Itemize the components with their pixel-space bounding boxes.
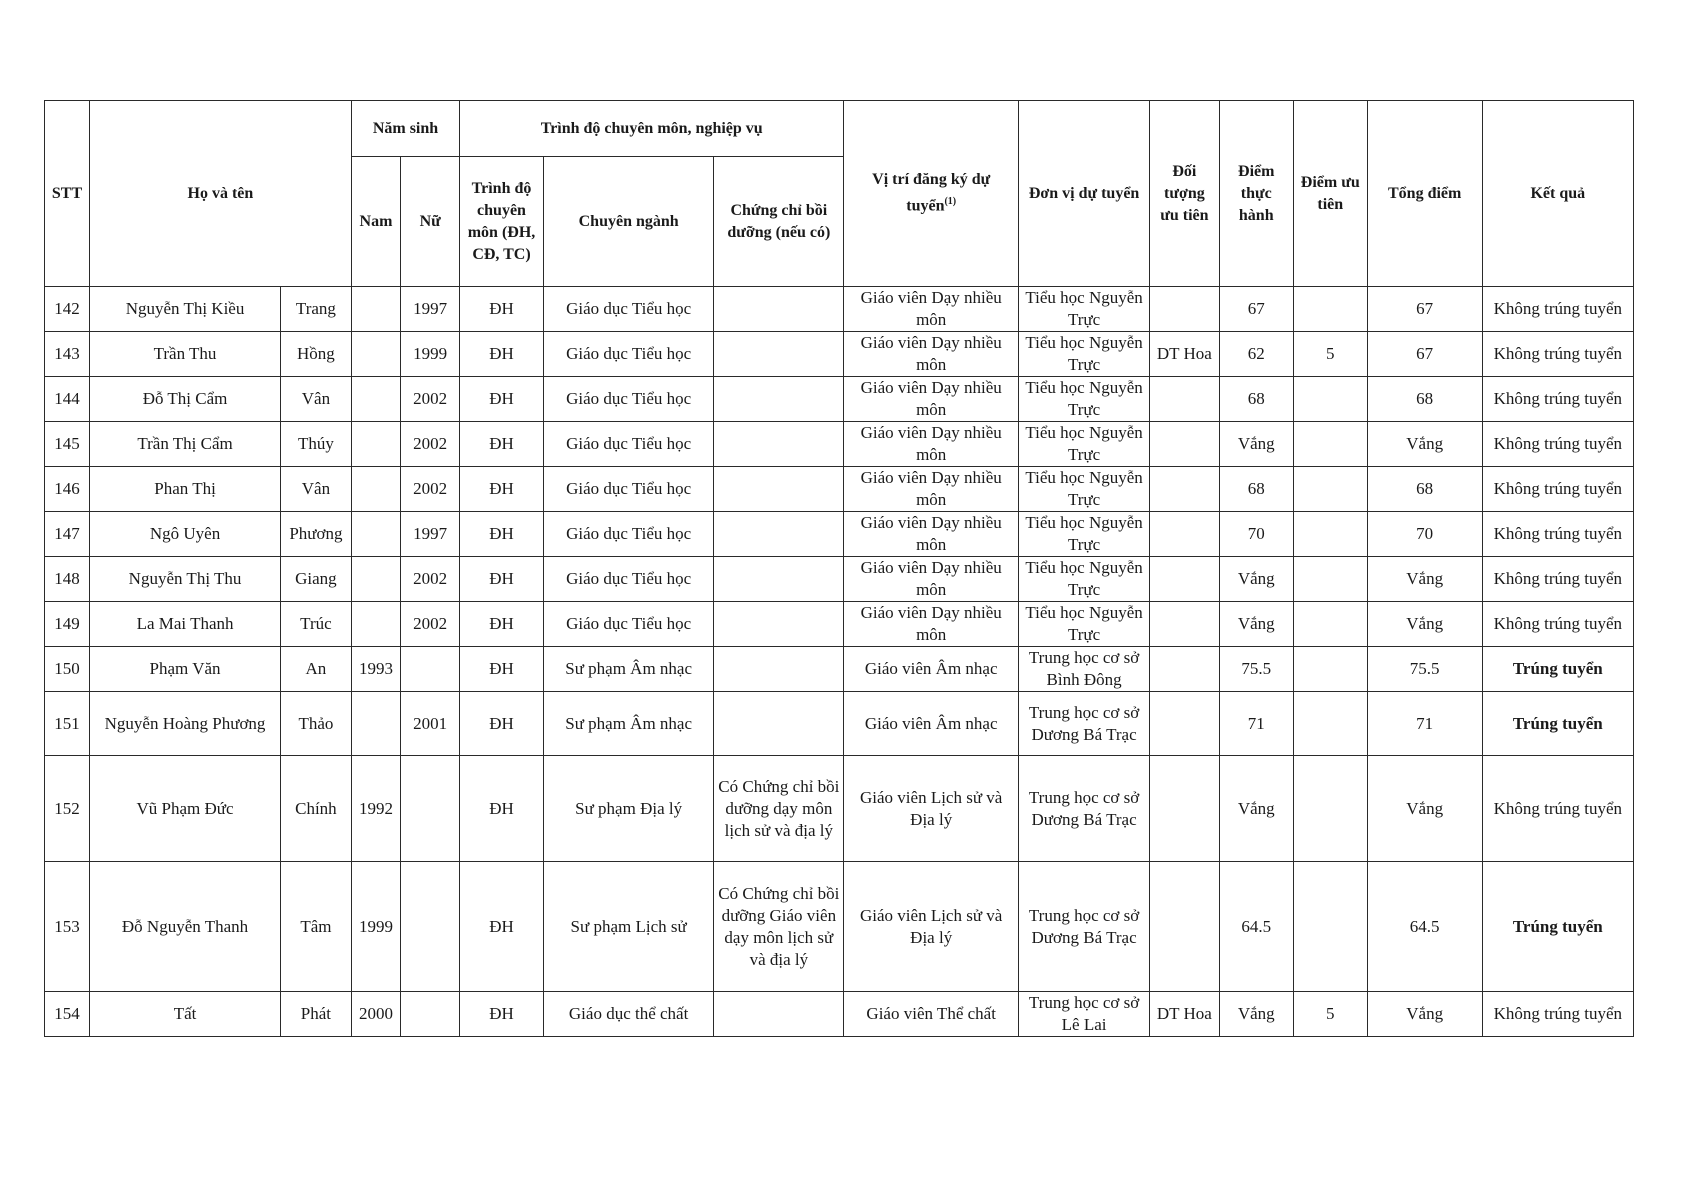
cell-vi-tri: Giáo viên Lịch sử và Địa lý	[844, 756, 1019, 862]
cell-ho: Đỗ Thị Cẩm	[90, 377, 281, 422]
table-row	[45, 467, 1634, 512]
cell-trinh-do: ĐH	[460, 602, 544, 647]
cell-nu: 2002	[401, 467, 460, 512]
cell-diem-thuc-hanh: 67	[1219, 287, 1293, 332]
cell-don-vi: Tiểu học Nguyễn Trực	[1019, 557, 1150, 602]
header-nu: Nữ	[401, 157, 460, 287]
cell-vi-tri: Giáo viên Dạy nhiều môn	[844, 422, 1019, 467]
table-row	[45, 422, 1634, 467]
cell-ten: Thúy	[281, 422, 352, 467]
cell-nu: 2002	[401, 557, 460, 602]
cell-vi-tri: Giáo viên Âm nhạc	[844, 647, 1019, 692]
cell-doi-tuong	[1150, 557, 1220, 602]
cell-don-vi: Tiểu học Nguyễn Trực	[1019, 512, 1150, 557]
cell-chuyen-nganh: Giáo dục Tiểu học	[543, 512, 714, 557]
cell-tong-diem: Vắng	[1367, 422, 1482, 467]
cell-diem-thuc-hanh: 68	[1219, 377, 1293, 422]
cell-ten: Trúc	[281, 602, 352, 647]
cell-vi-tri: Giáo viên Dạy nhiều môn	[844, 467, 1019, 512]
cell-ten: Chính	[281, 756, 352, 862]
cell-don-vi: Trung học cơ sở Dương Bá Trạc	[1019, 692, 1150, 756]
cell-doi-tuong: DT Hoa	[1150, 332, 1220, 377]
cell-stt: 153	[45, 862, 90, 992]
cell-nu	[401, 647, 460, 692]
cell-tong-diem: 64.5	[1367, 862, 1482, 992]
cell-vi-tri: Giáo viên Dạy nhiều môn	[844, 557, 1019, 602]
cell-chung-chi	[714, 602, 844, 647]
cell-diem-uu-tien	[1293, 756, 1367, 862]
cell-tong-diem: 67	[1367, 287, 1482, 332]
cell-nam	[351, 467, 400, 512]
cell-nam	[351, 602, 400, 647]
header-trinh-do: Trình độ chuyên môn (ĐH, CĐ, TC)	[460, 157, 544, 287]
cell-chung-chi	[714, 992, 844, 1037]
cell-nam: 1993	[351, 647, 400, 692]
cell-nu	[401, 756, 460, 862]
cell-nu: 2002	[401, 377, 460, 422]
cell-ho: Nguyễn Hoàng Phương	[90, 692, 281, 756]
cell-trinh-do: ĐH	[460, 422, 544, 467]
table-row	[45, 647, 1634, 692]
cell-nam	[351, 377, 400, 422]
cell-chuyen-nganh: Giáo dục thể chất	[543, 992, 714, 1037]
cell-tong-diem: 68	[1367, 467, 1482, 512]
header-tong-diem: Tổng điểm	[1367, 101, 1482, 287]
table-row	[45, 332, 1634, 377]
cell-don-vi: Trung học cơ sở Dương Bá Trạc	[1019, 862, 1150, 992]
table-header	[45, 101, 1634, 287]
cell-doi-tuong	[1150, 422, 1220, 467]
cell-ten: An	[281, 647, 352, 692]
cell-doi-tuong: DT Hoa	[1150, 992, 1220, 1037]
cell-ho: Trần Thu	[90, 332, 281, 377]
cell-nam	[351, 287, 400, 332]
cell-chung-chi	[714, 557, 844, 602]
cell-don-vi: Tiểu học Nguyễn Trực	[1019, 287, 1150, 332]
header-nam-sinh: Năm sinh	[351, 101, 459, 157]
cell-stt: 148	[45, 557, 90, 602]
cell-nu: 2001	[401, 692, 460, 756]
cell-ket-qua: Không trúng tuyển	[1482, 992, 1633, 1037]
cell-doi-tuong	[1150, 692, 1220, 756]
table-row	[45, 992, 1634, 1037]
table-row	[45, 512, 1634, 557]
cell-diem-uu-tien	[1293, 467, 1367, 512]
cell-chuyen-nganh: Giáo dục Tiểu học	[543, 332, 714, 377]
cell-diem-thuc-hanh: 62	[1219, 332, 1293, 377]
cell-diem-thuc-hanh: 68	[1219, 467, 1293, 512]
cell-stt: 154	[45, 992, 90, 1037]
cell-diem-thuc-hanh: Vắng	[1219, 756, 1293, 862]
cell-stt: 143	[45, 332, 90, 377]
cell-stt: 142	[45, 287, 90, 332]
header-chung-chi: Chứng chỉ bồi dưỡng (nếu có)	[714, 157, 844, 287]
cell-ten: Phát	[281, 992, 352, 1037]
cell-doi-tuong	[1150, 647, 1220, 692]
cell-trinh-do: ĐH	[460, 377, 544, 422]
cell-stt: 150	[45, 647, 90, 692]
table-row	[45, 377, 1634, 422]
cell-ho: Nguyễn Thị Thu	[90, 557, 281, 602]
cell-diem-uu-tien	[1293, 422, 1367, 467]
cell-chuyen-nganh: Sư phạm Âm nhạc	[543, 647, 714, 692]
cell-chuyen-nganh: Giáo dục Tiểu học	[543, 422, 714, 467]
header-don-vi: Đơn vị dự tuyển	[1019, 101, 1150, 287]
header-trinh-do-group: Trình độ chuyên môn, nghiệp vụ	[460, 101, 844, 157]
cell-ho: Phan Thị	[90, 467, 281, 512]
cell-vi-tri: Giáo viên Lịch sử và Địa lý	[844, 862, 1019, 992]
cell-ho: Ngô Uyên	[90, 512, 281, 557]
cell-doi-tuong	[1150, 287, 1220, 332]
cell-ten: Hồng	[281, 332, 352, 377]
cell-stt: 151	[45, 692, 90, 756]
cell-diem-uu-tien	[1293, 862, 1367, 992]
cell-diem-uu-tien: 5	[1293, 332, 1367, 377]
table-body	[45, 287, 1634, 1037]
cell-diem-thuc-hanh: Vắng	[1219, 602, 1293, 647]
cell-nu: 2002	[401, 602, 460, 647]
cell-diem-uu-tien	[1293, 692, 1367, 756]
cell-nam: 1992	[351, 756, 400, 862]
cell-nu	[401, 992, 460, 1037]
cell-nam: 1999	[351, 862, 400, 992]
cell-diem-thuc-hanh: Vắng	[1219, 422, 1293, 467]
cell-chuyen-nganh: Giáo dục Tiểu học	[543, 467, 714, 512]
cell-ket-qua: Trúng tuyển	[1482, 647, 1633, 692]
cell-stt: 147	[45, 512, 90, 557]
cell-trinh-do: ĐH	[460, 332, 544, 377]
cell-diem-uu-tien: 5	[1293, 992, 1367, 1037]
cell-doi-tuong	[1150, 377, 1220, 422]
cell-ket-qua: Không trúng tuyển	[1482, 512, 1633, 557]
cell-don-vi: Tiểu học Nguyễn Trực	[1019, 422, 1150, 467]
cell-vi-tri: Giáo viên Dạy nhiều môn	[844, 332, 1019, 377]
cell-nam	[351, 512, 400, 557]
table-row	[45, 557, 1634, 602]
cell-stt: 144	[45, 377, 90, 422]
cell-diem-thuc-hanh: Vắng	[1219, 557, 1293, 602]
cell-chung-chi	[714, 512, 844, 557]
cell-doi-tuong	[1150, 602, 1220, 647]
cell-ho: Nguyễn Thị Kiều	[90, 287, 281, 332]
cell-ho: Đỗ Nguyễn Thanh	[90, 862, 281, 992]
cell-chung-chi: Có Chứng chỉ bồi dưỡng dạy môn lịch sử và địa lý	[714, 756, 844, 862]
cell-chuyen-nganh: Sư phạm Lịch sử	[543, 862, 714, 992]
cell-ket-qua: Không trúng tuyển	[1482, 287, 1633, 332]
results-table-container	[44, 100, 1634, 1037]
cell-ket-qua: Không trúng tuyển	[1482, 756, 1633, 862]
header-diem-uu-tien: Điểm ưu tiên	[1293, 101, 1367, 287]
cell-ket-qua: Không trúng tuyển	[1482, 377, 1633, 422]
cell-ho: Tất	[90, 992, 281, 1037]
header-ho-va-ten: Họ và tên	[90, 101, 352, 287]
cell-trinh-do: ĐH	[460, 756, 544, 862]
cell-vi-tri: Giáo viên Dạy nhiều môn	[844, 377, 1019, 422]
cell-tong-diem: 68	[1367, 377, 1482, 422]
header-vi-tri: Vị trí đăng ký dự tuyển$^{(1)}$	[844, 101, 1019, 287]
cell-ten: Thảo	[281, 692, 352, 756]
cell-nu: 2002	[401, 422, 460, 467]
cell-diem-uu-tien	[1293, 377, 1367, 422]
cell-chuyen-nganh: Giáo dục Tiểu học	[543, 287, 714, 332]
cell-nu: 1997	[401, 287, 460, 332]
cell-nu: 1999	[401, 332, 460, 377]
header-doi-tuong: Đối tượng ưu tiên	[1150, 101, 1220, 287]
cell-stt: 149	[45, 602, 90, 647]
cell-stt: 146	[45, 467, 90, 512]
cell-chung-chi: Có Chứng chỉ bồi dưỡng Giáo viên dạy môn lịch sử và địa lý	[714, 862, 844, 992]
results-table	[44, 100, 1634, 1037]
cell-doi-tuong	[1150, 467, 1220, 512]
cell-ho: Phạm Văn	[90, 647, 281, 692]
cell-ho: La Mai Thanh	[90, 602, 281, 647]
cell-diem-thuc-hanh: 64.5	[1219, 862, 1293, 992]
cell-stt: 145	[45, 422, 90, 467]
cell-ho: Trần Thị Cẩm	[90, 422, 281, 467]
cell-chung-chi	[714, 287, 844, 332]
table-row	[45, 287, 1634, 332]
cell-nam	[351, 692, 400, 756]
cell-chung-chi	[714, 467, 844, 512]
cell-nu	[401, 862, 460, 992]
cell-ten: Tâm	[281, 862, 352, 992]
cell-nam: 2000	[351, 992, 400, 1037]
cell-ket-qua: Không trúng tuyển	[1482, 602, 1633, 647]
cell-chung-chi	[714, 692, 844, 756]
cell-tong-diem: 71	[1367, 692, 1482, 756]
cell-don-vi: Trung học cơ sở Bình Đông	[1019, 647, 1150, 692]
cell-ket-qua: Trúng tuyển	[1482, 692, 1633, 756]
cell-vi-tri: Giáo viên Âm nhạc	[844, 692, 1019, 756]
cell-stt: 152	[45, 756, 90, 862]
cell-chuyen-nganh: Giáo dục Tiểu học	[543, 377, 714, 422]
cell-trinh-do: ĐH	[460, 287, 544, 332]
cell-trinh-do: ĐH	[460, 692, 544, 756]
cell-vi-tri: Giáo viên Dạy nhiều môn	[844, 512, 1019, 557]
table-row	[45, 756, 1634, 862]
cell-tong-diem: Vắng	[1367, 557, 1482, 602]
cell-trinh-do: ĐH	[460, 992, 544, 1037]
cell-trinh-do: ĐH	[460, 647, 544, 692]
cell-ket-qua: Trúng tuyển	[1482, 862, 1633, 992]
cell-vi-tri: Giáo viên Dạy nhiều môn	[844, 287, 1019, 332]
cell-ten: Vân	[281, 467, 352, 512]
header-stt: STT	[45, 101, 90, 287]
cell-nu: 1997	[401, 512, 460, 557]
cell-tong-diem: 67	[1367, 332, 1482, 377]
cell-nam	[351, 557, 400, 602]
cell-diem-thuc-hanh: 71	[1219, 692, 1293, 756]
cell-don-vi: Trung học cơ sở Dương Bá Trạc	[1019, 756, 1150, 862]
cell-ket-qua: Không trúng tuyển	[1482, 422, 1633, 467]
cell-chuyen-nganh: Sư phạm Âm nhạc	[543, 692, 714, 756]
cell-doi-tuong	[1150, 756, 1220, 862]
cell-doi-tuong	[1150, 862, 1220, 992]
cell-diem-thuc-hanh: 70	[1219, 512, 1293, 557]
cell-chuyen-nganh: Sư phạm Địa lý	[543, 756, 714, 862]
cell-chuyen-nganh: Giáo dục Tiểu học	[543, 602, 714, 647]
cell-chung-chi	[714, 647, 844, 692]
cell-chung-chi	[714, 332, 844, 377]
cell-diem-uu-tien	[1293, 287, 1367, 332]
cell-don-vi: Tiểu học Nguyễn Trực	[1019, 332, 1150, 377]
cell-vi-tri: Giáo viên Thể chất	[844, 992, 1019, 1037]
cell-diem-thuc-hanh: 75.5	[1219, 647, 1293, 692]
cell-ten: Vân	[281, 377, 352, 422]
cell-trinh-do: ĐH	[460, 862, 544, 992]
cell-don-vi: Tiểu học Nguyễn Trực	[1019, 377, 1150, 422]
cell-diem-uu-tien	[1293, 647, 1367, 692]
cell-tong-diem: Vắng	[1367, 602, 1482, 647]
cell-ket-qua: Không trúng tuyển	[1482, 332, 1633, 377]
cell-tong-diem: Vắng	[1367, 756, 1482, 862]
cell-ho: Vũ Phạm Đức	[90, 756, 281, 862]
cell-vi-tri: Giáo viên Dạy nhiều môn	[844, 602, 1019, 647]
table-row	[45, 862, 1634, 992]
cell-nam	[351, 332, 400, 377]
cell-don-vi: Tiểu học Nguyễn Trực	[1019, 602, 1150, 647]
cell-diem-thuc-hanh: Vắng	[1219, 992, 1293, 1037]
cell-ket-qua: Không trúng tuyển	[1482, 467, 1633, 512]
header-nam: Nam	[351, 157, 400, 287]
cell-trinh-do: ĐH	[460, 512, 544, 557]
cell-ten: Trang	[281, 287, 352, 332]
cell-don-vi: Tiểu học Nguyễn Trực	[1019, 467, 1150, 512]
cell-doi-tuong	[1150, 512, 1220, 557]
cell-trinh-do: ĐH	[460, 557, 544, 602]
cell-tong-diem: Vắng	[1367, 992, 1482, 1037]
cell-diem-uu-tien	[1293, 602, 1367, 647]
table-row	[45, 602, 1634, 647]
cell-diem-uu-tien	[1293, 512, 1367, 557]
header-chuyen-nganh: Chuyên ngành	[543, 157, 714, 287]
cell-diem-uu-tien	[1293, 557, 1367, 602]
cell-chung-chi	[714, 422, 844, 467]
cell-chuyen-nganh: Giáo dục Tiểu học	[543, 557, 714, 602]
table-row	[45, 692, 1634, 756]
cell-ten: Phương	[281, 512, 352, 557]
cell-chung-chi	[714, 377, 844, 422]
cell-tong-diem: 75.5	[1367, 647, 1482, 692]
header-diem-thuc-hanh: Điểm thực hành	[1219, 101, 1293, 287]
cell-ket-qua: Không trúng tuyển	[1482, 557, 1633, 602]
cell-tong-diem: 70	[1367, 512, 1482, 557]
header-ket-qua: Kết quả	[1482, 101, 1633, 287]
cell-ten: Giang	[281, 557, 352, 602]
cell-nam	[351, 422, 400, 467]
cell-don-vi: Trung học cơ sở Lê Lai	[1019, 992, 1150, 1037]
cell-trinh-do: ĐH	[460, 467, 544, 512]
